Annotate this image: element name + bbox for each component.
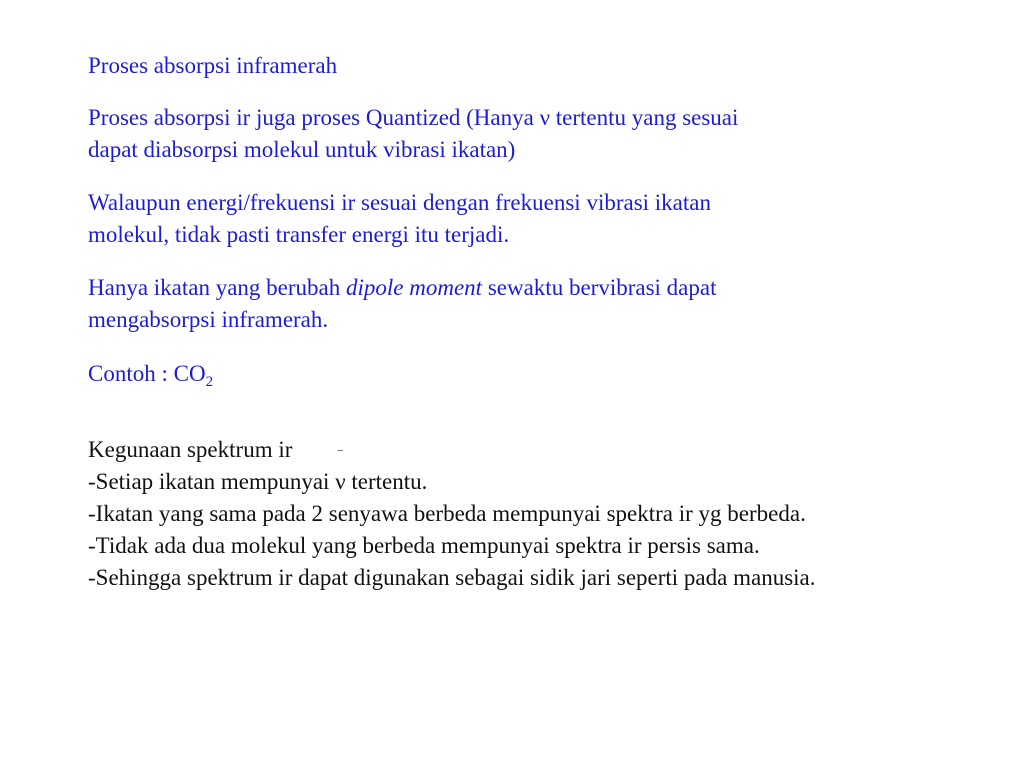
nu-symbol: ν: [335, 469, 346, 494]
paragraph-quantized-line-1: Proses absorpsi ir juga proses Quantized (Hanya ν tertentu yang sesuai: [88, 105, 739, 130]
nu-bar-overline: ‾: [338, 450, 343, 465]
uses-item-2: -Ikatan yang sama pada 2 senyawa berbeda mempunyai spektra ir yg berbeda.: [88, 501, 806, 526]
nu-bar-symbol: [335, 450, 346, 498]
paragraph-dipole-line-1: [88, 272, 716, 304]
title-text: Proses absorpsi inframerah: [88, 53, 338, 78]
example-label: Contoh : CO: [88, 361, 206, 386]
paragraph-energy-line-1: Walaupun energi/frekuensi ir sesuai dengan frekuensi vibrasi ikatan: [88, 190, 711, 215]
uses-section: [88, 434, 816, 594]
paragraph-dipole-text-after: sewaktu bervibrasi dapat: [482, 275, 717, 300]
uses-item-1-after: tertentu.: [345, 469, 428, 494]
example-line: [88, 358, 213, 393]
paragraph-dipole-line-2: mengabsorpsi inframerah.: [88, 307, 329, 332]
slide-title: [88, 50, 337, 82]
dipole-moment-term: dipole moment: [346, 275, 483, 300]
uses-item-1: [88, 450, 816, 498]
paragraph-dipole-text-before: Hanya ikatan yang berubah: [88, 275, 347, 300]
paragraph-energy-line-2: molekul, tidak pasti transfer energi itu terjadi.: [88, 222, 510, 247]
uses-item-1-before: -Setiap ikatan mempunyai: [88, 469, 336, 494]
paragraph-quantized: [88, 102, 738, 166]
example-subscript: 2: [205, 374, 214, 390]
uses-item-3: -Tidak ada dua molekul yang berbeda mempunyai spektra ir persis sama.: [88, 533, 760, 558]
uses-heading: Kegunaan spektrum ir: [88, 437, 293, 462]
paragraph-dipole: [88, 272, 716, 336]
example-co2: [88, 358, 213, 393]
uses-item-4: -Sehingga spektrum ir dapat digunakan sebagai sidik jari seperti pada manusia.: [88, 565, 816, 590]
paragraph-quantized-line-2: dapat diabsorpsi molekul untuk vibrasi ikatan): [88, 137, 516, 162]
paragraph-energy: [88, 187, 711, 251]
